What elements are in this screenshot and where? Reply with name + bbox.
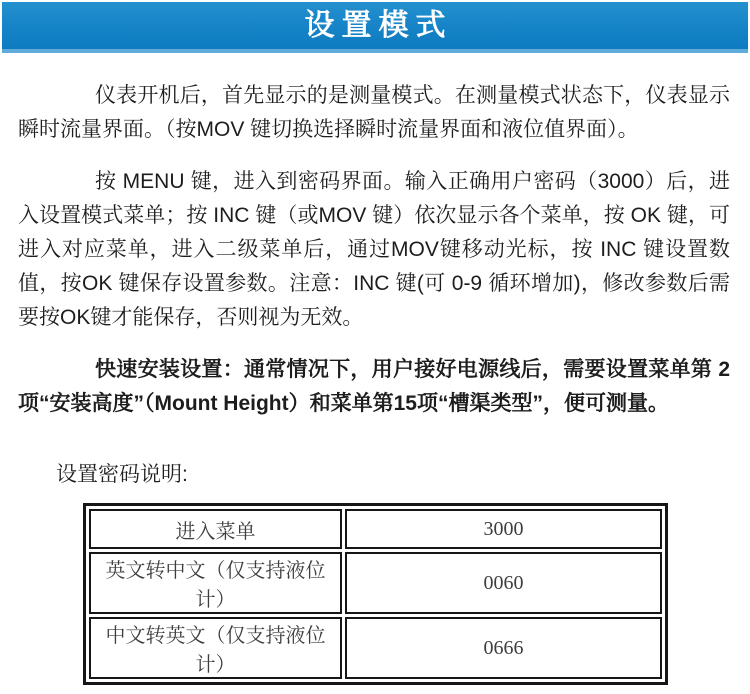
password-note-label: 设置密码说明: <box>56 463 188 486</box>
page-content <box>0 53 750 685</box>
table-row <box>89 617 662 679</box>
password-table-body <box>89 509 662 679</box>
quick-install-paragraph: 快速安装设置：通常情况下，用户接好电源线后，需要设置菜单第 2 项“安装高度”（Mount Height）和菜单第15项“槽渠类型”，便可测量。 <box>18 358 730 415</box>
table-cell-password: 3000 <box>345 509 662 549</box>
table-cell-password: 0060 <box>345 552 662 614</box>
page-title: 设置模式 <box>304 8 453 42</box>
menu-navigation-paragraph: 按 MENU 键，进入到密码界面。输入正确用户密码（3000）后，进入设置模式菜单；按 INC 键（或MOV 键）依次显示各个菜单，按 OK 键，可进入对应菜单，进入二级菜单后，通过MOV键移动光标，按 INC 键设置数值，按OK 键保存设置参数。注意：INC 键(可 0-9 循环增加)，修改参数后需要按OK键才能保存，否则视为无效。 <box>18 170 730 329</box>
table-cell-action: 进入菜单 <box>89 509 342 549</box>
password-table <box>83 503 668 685</box>
table-cell-action: 中文转英文（仅支持液位计） <box>89 617 342 679</box>
table-row <box>89 552 662 614</box>
table-row <box>89 509 662 549</box>
section-header-banner <box>2 2 748 53</box>
table-cell-action: 英文转中文（仅支持液位计） <box>89 552 342 614</box>
table-cell-password: 0666 <box>345 617 662 679</box>
manual-page <box>0 2 750 694</box>
measurement-mode-paragraph: 仪表开机后，首先显示的是测量模式。在测量模式状态下，仪表显示瞬时流量界面。（按MOV 键切换选择瞬时流量界面和液位值界面）。 <box>18 84 730 141</box>
